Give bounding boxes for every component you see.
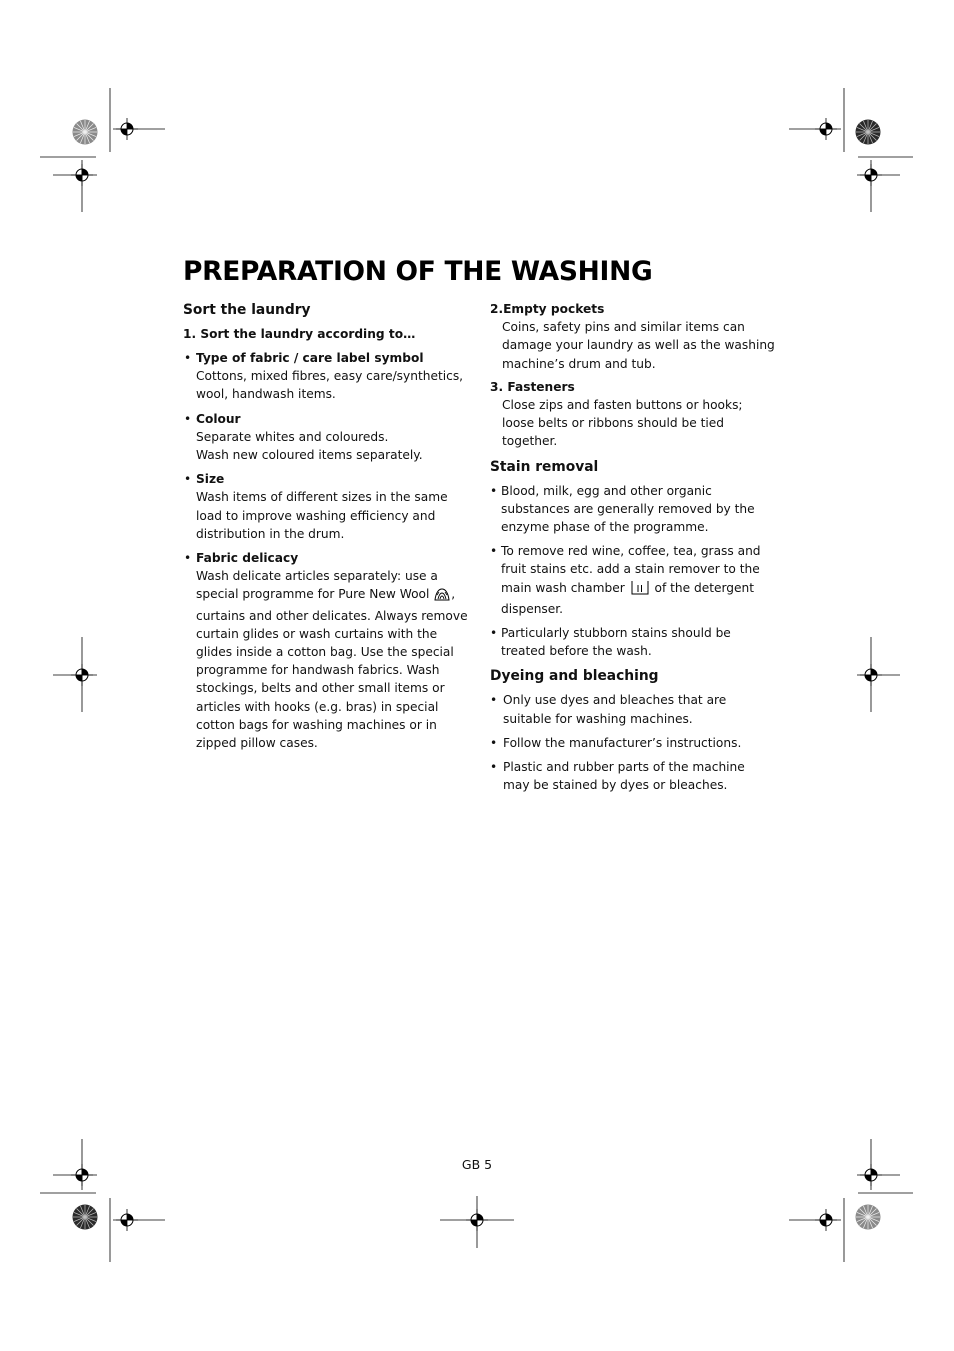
list-item <box>183 349 468 404</box>
registration-crosshair-icon <box>815 118 837 140</box>
bullet-heading: Size <box>196 472 225 487</box>
empty-pockets-text: Coins, safety pins and similar items can damage your laundry as well as the washing machine’s drum and tub. <box>502 320 775 371</box>
bullet-glyph: • <box>184 411 192 426</box>
bullet-glyph: • <box>490 544 498 559</box>
bullet-text <box>196 567 468 752</box>
registration-crosshair-icon <box>71 664 93 686</box>
list-item <box>490 542 775 618</box>
list-item <box>490 734 775 752</box>
list-item <box>183 549 468 752</box>
sort-laundry-heading: Sort the laundry <box>183 302 311 318</box>
bullet-glyph: • <box>490 693 498 708</box>
registration-crosshair-icon <box>71 164 93 186</box>
bullet-text: Blood, milk, egg and other organic substances are generally removed by the enzyme phase of the programme. <box>501 483 755 535</box>
registration-crosshair-icon <box>116 118 138 140</box>
pure-new-wool-icon <box>434 587 450 606</box>
left-column <box>183 300 468 758</box>
printer-starburst-target-icon <box>73 1205 98 1230</box>
page-title: PREPARATION OF THE WASHING <box>183 256 653 287</box>
bullet-text: Plastic and rubber parts of the machine may be stained by dyes or bleaches. <box>503 760 745 793</box>
printer-starburst-target-icon <box>73 120 98 145</box>
printer-starburst-target-icon <box>856 1205 881 1230</box>
bullet-heading: Fabric delicacy <box>196 551 299 566</box>
bullet-text: To remove red wine, coffee, tea, grass and fruit stains etc. add a stain remover to the main wash chamber <box>501 544 761 595</box>
list-item <box>183 470 468 543</box>
list-item <box>183 410 468 465</box>
dyeing-bleaching-heading: Dyeing and bleaching <box>490 668 659 685</box>
list-item <box>490 378 775 451</box>
registration-crosshair-icon <box>116 1209 138 1231</box>
bullet-text: Cottons, mixed fibres, easy care/synthetics, wool, handwash items. <box>196 369 464 402</box>
bullet-text: Particularly stubborn stains should be treated before the wash. <box>501 626 731 659</box>
bullet-text: Wash new coloured items separately. <box>196 448 423 463</box>
bullet-heading: Colour <box>196 411 241 426</box>
list-item <box>490 300 775 373</box>
bullet-glyph: • <box>184 551 192 566</box>
bullet-glyph: • <box>490 483 498 498</box>
bullet-text: Wash items of different sizes in the same load to improve washing efficiency and distribution in the drum. <box>196 490 448 541</box>
bullet-text: Follow the manufacturer’s instructions. <box>503 735 742 750</box>
main-wash-chamber-icon <box>630 580 650 600</box>
list-item <box>490 758 775 794</box>
bullet-glyph: • <box>490 735 498 750</box>
list-item <box>490 691 775 727</box>
printer-starburst-target-icon <box>856 120 881 145</box>
page-number: GB 5 <box>461 1157 493 1172</box>
list-item <box>490 482 775 537</box>
empty-pockets-heading: 2.Empty pockets <box>490 302 605 316</box>
bullet-text: Only use dyes and bleaches that are suitable for washing machines. <box>503 693 727 726</box>
text-before-icon: Wash delicate articles separately: use a special programme for Pure New Wool <box>196 569 438 602</box>
bullet-glyph: • <box>184 351 192 365</box>
bullet-glyph: • <box>184 472 192 487</box>
fasteners-text: Close zips and fasten buttons or hooks; loose belts or ribbons should be tied together. <box>502 398 743 449</box>
bullet-text: of the detergent dispenser. <box>501 580 755 616</box>
fasteners-heading: 3. Fasteners <box>490 379 575 394</box>
registration-crosshair-icon <box>466 1209 488 1231</box>
bullet-heading: Type of fabric / care label symbol <box>196 351 424 365</box>
registration-crosshair-icon <box>815 1209 837 1231</box>
bullet-text: Separate whites and coloureds. <box>196 429 389 444</box>
text-after-icon: , curtains and other delicates. Always remove curtain glides or wash curtains with the glides inside a cotton bag. Use the special programme for handwash fabrics. Wash stockings, belts and other small items or articles with hooks (e.g. bras) in special cotton bags for washing machines or in zipped pillow cases. <box>196 587 468 751</box>
registration-crosshair-icon <box>860 164 882 186</box>
list-item <box>490 624 775 660</box>
bullet-glyph: • <box>490 626 498 641</box>
registration-crosshair-icon <box>860 664 882 686</box>
bullet-glyph: • <box>490 760 498 775</box>
stain-removal-heading: Stain removal <box>490 458 599 475</box>
right-column <box>490 300 775 800</box>
sort-according-subheading: 1. Sort the laundry according to… <box>183 327 416 341</box>
